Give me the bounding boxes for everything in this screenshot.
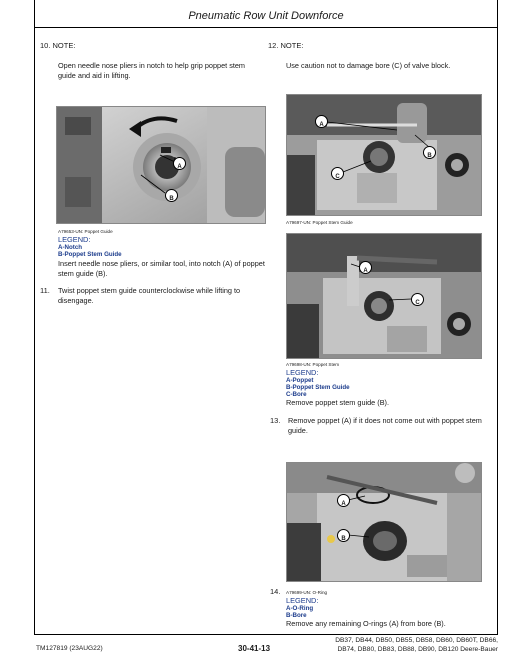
callout-a: A — [337, 494, 350, 507]
fig4-legend-title: LEGEND: — [286, 596, 319, 605]
left-border — [34, 0, 35, 634]
footer-models-line1: DB37, DB44, DB50, DB55, DB58, DB60, DB60T, DB66, — [335, 637, 498, 644]
fig4-after-text: Remove any remaining O-rings (A) from bore (B). — [286, 619, 446, 628]
step-10-label: 10. NOTE: — [40, 41, 76, 50]
callout-a: A — [359, 261, 372, 274]
fig3-legend-a: A-Poppet — [286, 377, 314, 384]
callout-a: A — [315, 115, 328, 128]
fig1-legend-title: LEGEND: — [58, 235, 91, 244]
photo-poppet-stem — [286, 233, 482, 359]
fig1-after-text: Insert needle nose pliers, or similar tool, into notch (A) of poppet stem guide (B). — [58, 259, 265, 278]
step-14-label: 14. — [270, 587, 281, 596]
callout-a: A — [173, 157, 186, 170]
footer-doc-id: TM127819 (23AUG22) — [36, 645, 103, 652]
fig4-caption: A79699-UN: O-Ring — [286, 590, 328, 595]
callout-c: C — [331, 167, 344, 180]
photo-o-ring — [286, 462, 482, 582]
fig3-legend-title: LEGEND: — [286, 368, 319, 377]
footer-models-line2: DB74, DB80, DB83, DB88, DB90, DB120 Deere-Bauer — [337, 646, 498, 653]
step-12-text: Use caution not to damage bore (C) of valve block. — [286, 61, 451, 70]
step-10-text: Open needle nose pliers in notch to help grip poppet stem guide and aid in lifting. — [58, 61, 246, 80]
step-13-label: 13. — [270, 416, 281, 425]
fig1-legend-a: A-Notch — [58, 244, 83, 251]
right-border — [497, 0, 498, 634]
callout-b: B — [337, 529, 350, 542]
fig3-after-text: Remove poppet stem guide (B). — [286, 398, 390, 407]
fig3-legend-c: C-Bore — [286, 391, 307, 398]
step-13-text: Remove poppet (A) if it does not come out with poppet stem guide. — [288, 416, 482, 435]
fig2-caption: A79697-UN: Poppet Stem Guide — [286, 220, 353, 225]
photo-poppet-guide — [56, 106, 266, 224]
fig3-caption: A79698-UN: Poppet Stem — [286, 362, 340, 367]
photo-poppet-stem-guide — [286, 94, 482, 216]
fig4-legend-b: B-Bore — [286, 612, 307, 619]
header-rule — [34, 27, 498, 28]
fig1-legend-b: B-Poppet Stem Guide — [58, 251, 122, 258]
step-11-label: 11. — [40, 286, 50, 295]
fig3-legend-b: B-Poppet Stem Guide — [286, 384, 350, 391]
callout-b: B — [165, 189, 178, 202]
step-12-label: 12. NOTE: — [268, 41, 304, 50]
step-11-text: Twist poppet stem guide counterclockwise while lifting to disengage. — [58, 286, 241, 305]
fig1-caption: A79653-UN: Poppet Guide — [58, 229, 113, 234]
fig4-legend-a: A-O-Ring — [286, 605, 314, 612]
footer-page-number: 30-41-13 — [238, 644, 271, 653]
footer-rule — [34, 634, 498, 635]
callout-b: B — [423, 146, 436, 159]
page-title: Pneumatic Row Unit Downforce — [188, 10, 344, 22]
callout-c: C — [411, 293, 424, 306]
